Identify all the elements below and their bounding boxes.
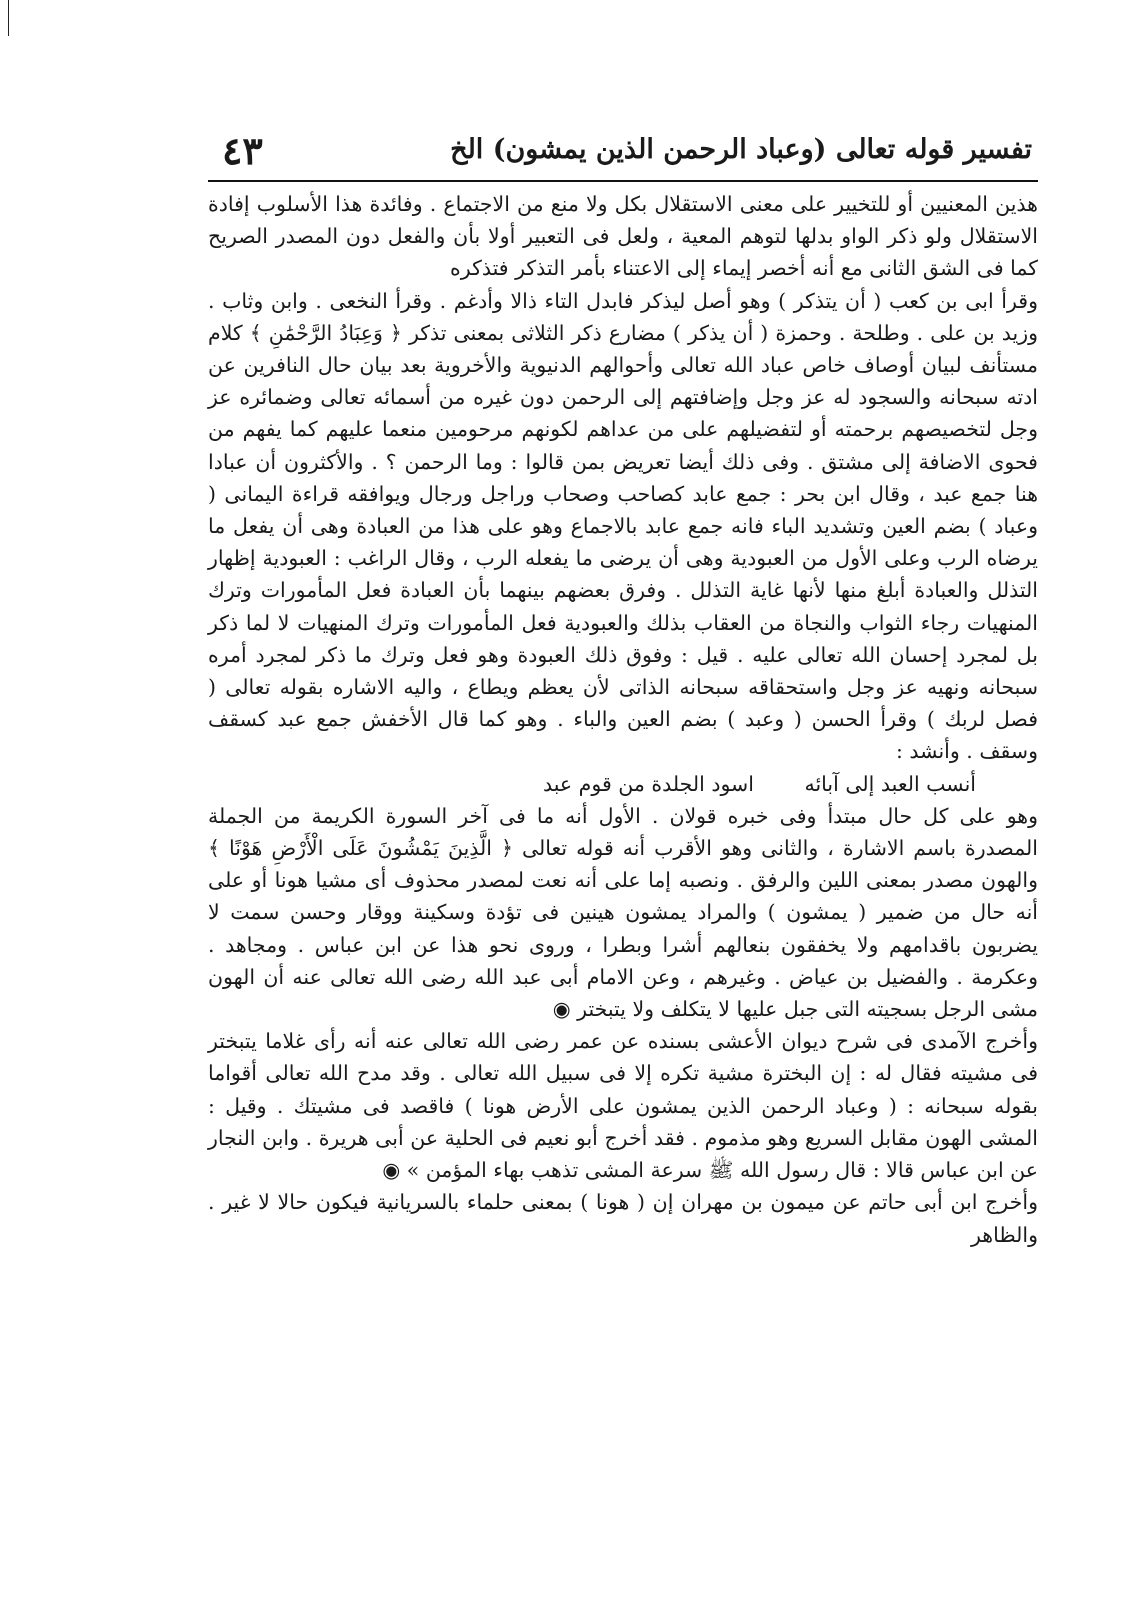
running-header [208, 128, 1038, 182]
paragraph: وأخرج ابن أبى حاتم عن ميمون بن مهران إن ( هونا ) بمعنى حلماء بالسريانية فيكون حالا لا غير . والظاهر [208, 1190, 1038, 1247]
page-number: ٤٣ [222, 128, 263, 173]
paragraph: وقرأ ابى بن كعب ( أن يتذكر ) وهو أصل ليذكر فابدل التاء ذالا وأدغم . وقرأ النخعى . وابن وثاب . وزيد بن على . وطلحة . وحمزة ( أن يذكر ) مضارع ذكر الثلاثى بمعنى تذكر ﴿ وَعِبَادُ الرَّحْمَٰنِ ﴾ كلام مستأنف لبيان أوصاف خاص عباد الله تعالى وأحوالهم الدنيوية والأخروية بعد بيان حال النافرين عن ادته سبحانه والسجود له عز وجل وإضافتهم إلى الرحمن دون غيره من أسمائه تعالى وضمائره عز وجل لتخصيصهم برحمته أو لتفضيلهم على من عداهم لكونهم مرحومين منعما عليهم كما يفهم من فحوى الاضافة إلى مشتق . وفى ذلك أيضا تعريض بمن قالوا : وما الرحمن ؟ . والأكثرون أن عبادا هنا جمع عبد ، وقال ابن بحر : جمع عابد كصاحب وصحاب وراجل ورجال ويوافقه قراءة اليمانى ( وعباد ) بضم العين وتشديد الباء فانه جمع عابد بالاجماع وهو على هذا من العبادة وهى أن يفعل ما يرضاه الرب وعلى الأول من العبودية وهى أن يرضى ما يفعله الرب ، وقال الراغب : العبودية إظهار التذلل والعبادة أبلغ منها لأنها غاية التذلل . وفرق بعضهم بينهما بأن العبادة فعل المأمورات وترك المنهيات رجاء الثواب والنجاة من العقاب بذلك والعبودية فعل المأمورات وترك المنهيات لا لما ذكر بل لمجرد إحسان الله تعالى عليه . قيل : وفوق ذلك العبودة وهو فعل وترك ما ذكر لمجرد أمره سبحانه ونهيه عز وجل واستحقاقه سبحانه الذاتى لأن يعظم ويطاع ، واليه الاشاره بقوله تعالى ( فصل لربك ) وقرأ الحسن ( وعبد ) بضم العين والباء . وهو كما قال الأخفش جمع عبد كسقف وسقف . وأنشد : [208, 288, 1038, 764]
paragraph: وهو على كل حال مبتدأ وفى خبره قولان . الأول أنه ما فى آخر السورة الكريمة من الجملة المصدرة باسم الاشارة ، والثانى وهو الأقرب أنه قوله تعالى ﴿ الَّذِينَ يَمْشُونَ عَلَى الْأَرْضِ هَوْنًا ﴾ والهون مصدر بمعنى اللين والرفق . ونصبه إما على أنه نعت لمصدر محذوف أى مشيا هونا أو على أنه حال من ضمير ( يمشون ) والمراد يمشون هينين فى تؤدة وسكينة ووقار وحسن سمت لا يضربون باقدامهم ولا يخفقون بنعالهم أشرا وبطرا ، وروى نحو هذا عن ابن عباس . ومجاهد . وعكرمة . والفضيل بن عياض . وغيرهم ، وعن الامام أبى عبد الله رضى الله تعالى عنه أن الهون مشى الرجل بسجيته التى جبل عليها لا يتكلف ولا يتبختر ◉ [208, 803, 1038, 1022]
page-edge-line [8, 0, 9, 36]
verse-second-half: اسود الجلدة من قوم عبد [542, 771, 754, 796]
running-title: تفسير قوله تعالى (وعباد الرحمن الذين يمشون) الخ [450, 134, 1032, 165]
verse-first-half: أنسب العبد إلى آبائه [804, 771, 976, 796]
book-page [208, 128, 1038, 1251]
poetry-verse [208, 768, 1038, 800]
body-text [208, 188, 1038, 1251]
paragraph: وأخرج الآمدى فى شرح ديوان الأعشى بسنده عن عمر رضى الله تعالى عنه أنه رأى غلاما يتبختر فى مشيته فقال له : إن البخترة مشية تكره إلا فى سبيل الله تعالى . وقد مدح الله تعالى أقواما بقوله سبحانه : ( وعباد الرحمن الذين يمشون على الأرض هونا ) فاقصد فى مشيتك . وقيل : المشى الهون مقابل السريع وهو مذموم . فقد أخرج أبو نعيم فى الحلية عن أبى هريرة . وابن النجار عن ابن عباس قالا : قال رسول الله ﷺ سرعة المشى تذهب بهاء المؤمن » ◉ [208, 1029, 1038, 1183]
paragraph: هذين المعنيين أو للتخيير على معنى الاستقلال بكل ولا منع من الاجتماع . وفائدة هذا الأسلوب إفادة الاستقلال ولو ذكر الواو بدلها لتوهم المعية ، ولعل فى التعبير أولا بأن والفعل دون المصدر الصريح كما فى الشق الثانى مع أنه أخصر إيماء إلى الاعتناء بأمر التذكر فتذكره [208, 192, 1038, 281]
